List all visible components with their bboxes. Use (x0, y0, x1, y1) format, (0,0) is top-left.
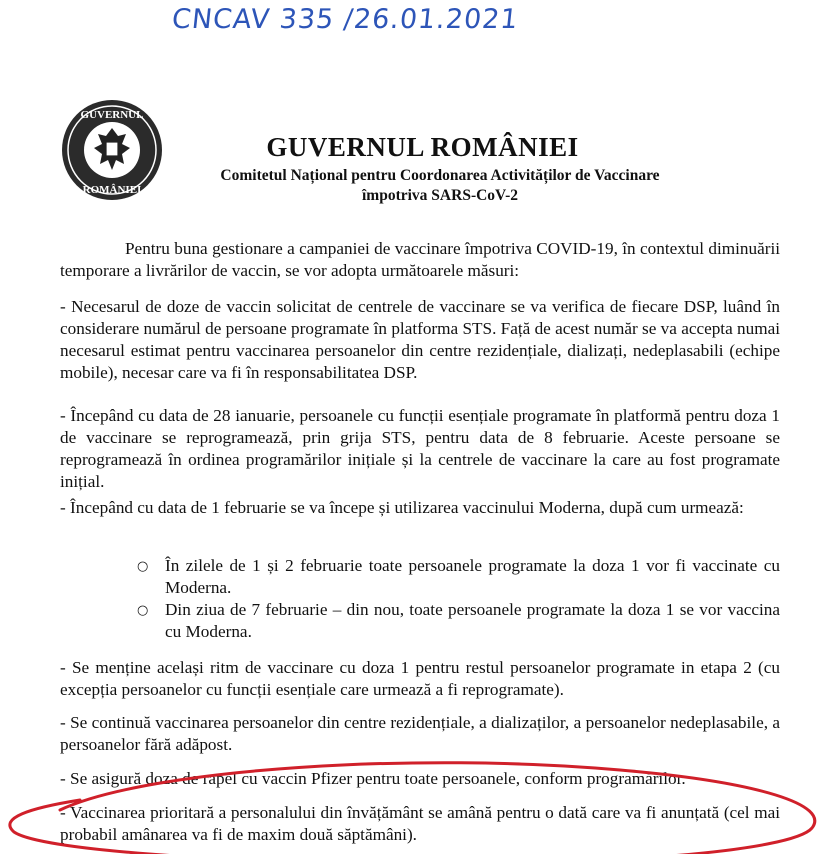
moderna-list-item-2: Din ziua de 7 februarie – din nou, toate persoanele programate la doza 1 se vor vaccina cu Moderna. (165, 600, 780, 641)
document-subtitle-line1: Comitetul Național pentru Coordonarea Activităților de Vaccinare (220, 167, 660, 184)
measure-paragraph-6: - Se asigură doza de rapel cu vaccin Pfizer pentru toate persoanele, conform programărilor. (60, 769, 686, 788)
document-title: GUVERNUL ROMÂNIEI (266, 132, 579, 162)
list-bullet: ○ (137, 559, 149, 574)
document-subtitle-line2: împotriva SARS-CoV-2 (362, 187, 518, 204)
list-bullet: ○ (137, 603, 149, 618)
handwritten-registration-number: CNCAV 335 /26.01.2021 (170, 4, 521, 35)
measure-paragraph-1: - Necesarul de doze de vaccin solicitat de centrele de vaccinare se va verifica de fiecare DSP, luând în considerare numărul de persoane programate în platforma STS. Față de acest număr se va accepta numai necesarul estimat pentru vaccinarea persoanelor din centre rezidențiale, dializați, nedeplasabili (echipe mobile), necesar care va fi în responsabilitatea DSP. (60, 297, 780, 382)
moderna-list-item-1: În zilele de 1 și 2 februarie toate persoanele programate la doza 1 vor fi vaccinate cu Moderna. (165, 556, 780, 597)
svg-text:ROMÂNIEI: ROMÂNIEI (82, 184, 142, 196)
measure-paragraph-7: - Vaccinarea prioritară a personalului din învățământ se amână pentru o dată care va fi anunțată (cel mai probabil amânarea va fi de maxim două săptămâni). (60, 803, 780, 844)
svg-text:GUVERNUL: GUVERNUL (80, 109, 144, 121)
measure-paragraph-3: - Începând cu data de 1 februarie se va începe și utilizarea vaccinului Moderna, după cum urmează: (60, 498, 744, 517)
measure-paragraph-5: - Se continuă vaccinarea persoanelor din centre rezidențiale, a dializaților, a persoanelor nedeplasabile, a persoanelor fără adăpost. (60, 713, 780, 754)
measure-paragraph-2: - Începând cu data de 28 ianuarie, persoanele cu funcții esențiale programate în platformă pentru doza 1 de vaccinare se reprogramează, prin grija STS, pentru data de 8 februarie. Aceste persoane se reprogramează în ordinea programărilor inițiale și la centrele de vaccinare la care au fost programate inițial. (60, 406, 780, 491)
measure-paragraph-4: - Se menține același ritm de vaccinare cu doza 1 pentru restul persoanelor programate in etapa 2 (cu excepția persoanelor cu funcții esențiale care urmează a fi reprogramate). (60, 658, 780, 699)
intro-paragraph: Pentru buna gestionare a campaniei de vaccinare împotriva COVID-19, în contextul diminuării temporare a livrărilor de vaccin, se vor adopta următoarele măsuri: (60, 239, 780, 280)
